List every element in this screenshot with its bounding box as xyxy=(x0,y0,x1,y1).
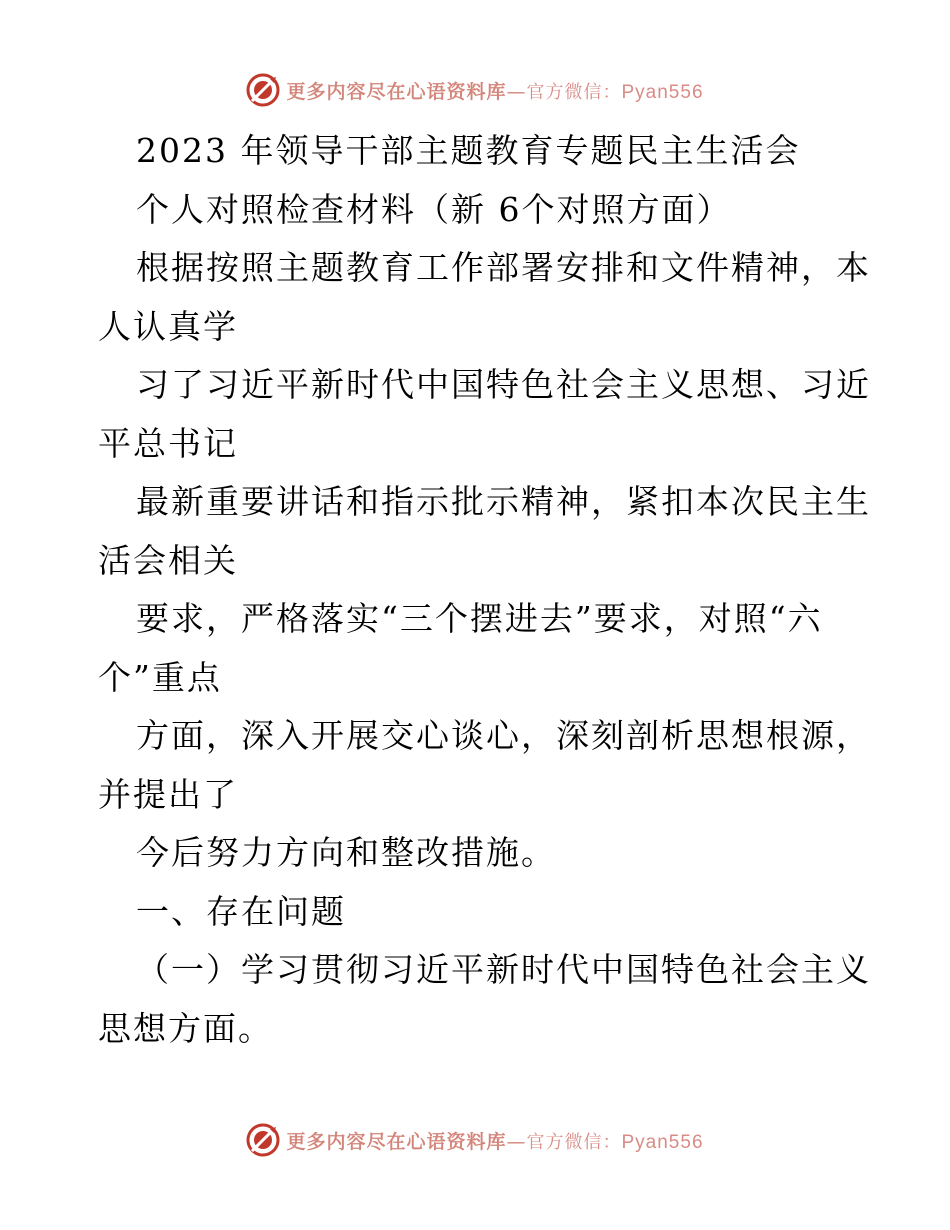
paragraph-line: 今后努力方向和整改措施。 xyxy=(136,833,556,872)
watermark-text xyxy=(286,1127,703,1154)
watermark-site: 更多内容尽在心语资料库 xyxy=(286,80,507,103)
paragraph-line: 根据按照主题教育工作部署安排和文件精神，本 xyxy=(136,248,871,287)
subsection-heading-cont: 思想方面。 xyxy=(98,1008,273,1048)
paragraph-line: 平总书记 xyxy=(98,423,238,463)
paragraph-line: 并提出了 xyxy=(98,774,238,814)
subsection-heading: （一）学习贯彻习近平新时代中国特色社会主义 xyxy=(136,950,871,989)
paragraph-line: 活会相关 xyxy=(98,540,238,580)
paragraph-line: 人认真学 xyxy=(98,306,238,346)
paragraph-line: 最新重要讲话和指示批示精神，紧扣本次民主生 xyxy=(136,482,871,521)
watermark-site: 更多内容尽在心语资料库 xyxy=(286,1130,507,1153)
doc-title-line-1: 2023 年领导干部主题教育专题民主生活会 xyxy=(136,131,801,170)
watermark-banner-bottom xyxy=(0,1120,950,1160)
watermark-dash: — xyxy=(506,1130,527,1153)
watermark-dash: — xyxy=(506,80,527,103)
document-body xyxy=(98,122,871,1058)
watermark-wechat-id: Pyan556 xyxy=(621,1131,704,1153)
paragraph-line: 个”重点 xyxy=(98,657,222,697)
watermark-banner-top xyxy=(0,70,950,110)
watermark-wechat-id: Pyan556 xyxy=(621,81,704,103)
pen-logo-icon xyxy=(246,73,280,107)
doc-title-line-2: 个人对照检查材料（新 6个对照方面） xyxy=(136,189,732,229)
pen-logo-icon xyxy=(246,1123,280,1157)
section-heading: 一、存在问题 xyxy=(136,891,346,931)
watermark-wechat-label: 官方微信： xyxy=(526,1131,622,1153)
paragraph-line: 方面，深入开展交心谈心，深刻剖析思想根源， xyxy=(136,716,871,755)
paragraph-line: 习了习近平新时代中国特色社会主义思想、习近 xyxy=(136,365,871,404)
paragraph-line: 要求，严格落实“三个摆进去”要求，对照“六 xyxy=(136,599,823,638)
watermark-wechat-label: 官方微信： xyxy=(526,81,622,103)
watermark-text xyxy=(286,77,703,104)
